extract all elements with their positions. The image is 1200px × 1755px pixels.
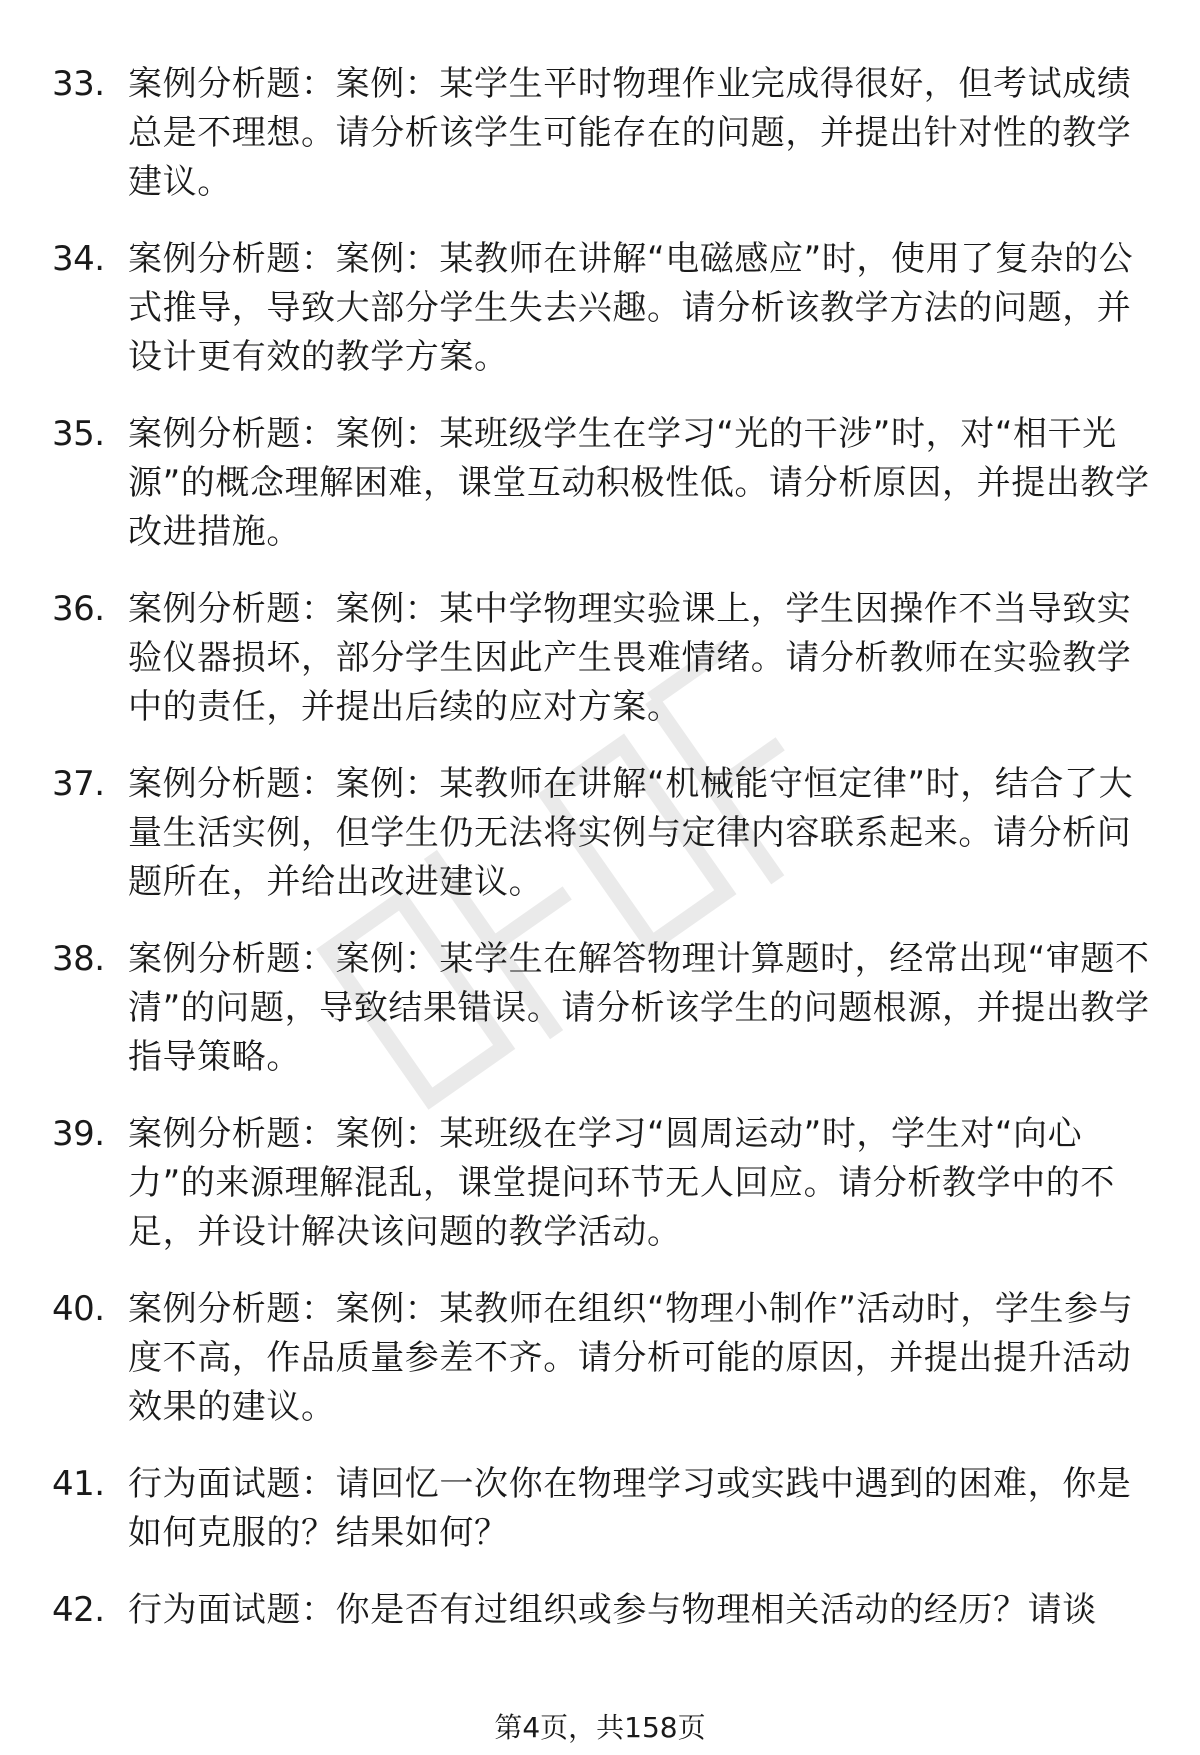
question-number: 40. [52,1289,105,1329]
question-number: 35. [52,414,105,454]
question-item [52,235,1152,382]
question-item [52,760,1152,907]
question-item [52,1586,1152,1635]
question-text: 案例分析题：案例：某班级在学习“圆周运动”时，学生对“向心力”的来源理解混乱，课堂提问环节无人回应。请分析教学中的不足，并设计解决该问题的教学活动。 [128,1114,1116,1252]
page-footer: 第4页，共158页 [494,1711,706,1744]
question-text: 案例分析题：案例：某班级学生在学习“光的干涉”时，对“相干光源”的概念理解困难，课堂互动积极性低。请分析原因，并提出教学改进措施。 [128,414,1150,552]
question-item [52,60,1152,207]
question-item [52,1460,1152,1558]
question-item [52,1285,1152,1432]
question-text: 案例分析题：案例：某教师在讲解“机械能守恒定律”时，结合了大量生活实例，但学生仍无法将实例与定律内容联系起来。请分析问题所在，并给出改进建议。 [128,764,1134,902]
question-list [52,60,1152,1635]
question-text: 案例分析题：案例：某教师在讲解“电磁感应”时，使用了复杂的公式推导，导致大部分学生失去兴趣。请分析该教学方法的问题，并设计更有效的教学方案。 [128,239,1134,377]
question-number: 34. [52,239,105,279]
question-number: 33. [52,64,105,104]
question-text: 案例分析题：案例：某教师在组织“物理小制作”活动时，学生参与度不高，作品质量参差不齐。请分析可能的原因，并提出提升活动效果的建议。 [128,1289,1134,1427]
question-item [52,1110,1152,1257]
question-item [52,585,1152,732]
question-item [52,935,1152,1082]
question-number: 38. [52,939,105,979]
question-number: 41. [52,1464,105,1504]
question-number: 42. [52,1590,105,1630]
question-number: 36. [52,589,105,629]
question-text: 案例分析题：案例：某学生在解答物理计算题时，经常出现“审题不清”的问题，导致结果错误。请分析该学生的问题根源，并提出教学指导策略。 [128,939,1150,1077]
question-text: 行为面试题：请回忆一次你在物理学习或实践中遇到的困难，你是如何克服的？结果如何？ [128,1464,1132,1553]
question-text: 案例分析题：案例：某学生平时物理作业完成得很好，但考试成绩总是不理想。请分析该学生可能存在的问题，并提出针对性的教学建议。 [128,64,1132,202]
question-item [52,410,1152,557]
question-text: 案例分析题：案例：某中学物理实验课上，学生因操作不当导致实验仪器损坏，部分学生因此产生畏难情绪。请分析教师在实验教学中的责任，并提出后续的应对方案。 [128,589,1132,727]
question-number: 39. [52,1114,105,1154]
question-number: 37. [52,764,105,804]
question-text: 行为面试题：你是否有过组织或参与物理相关活动的经历？请谈 [128,1590,1097,1630]
